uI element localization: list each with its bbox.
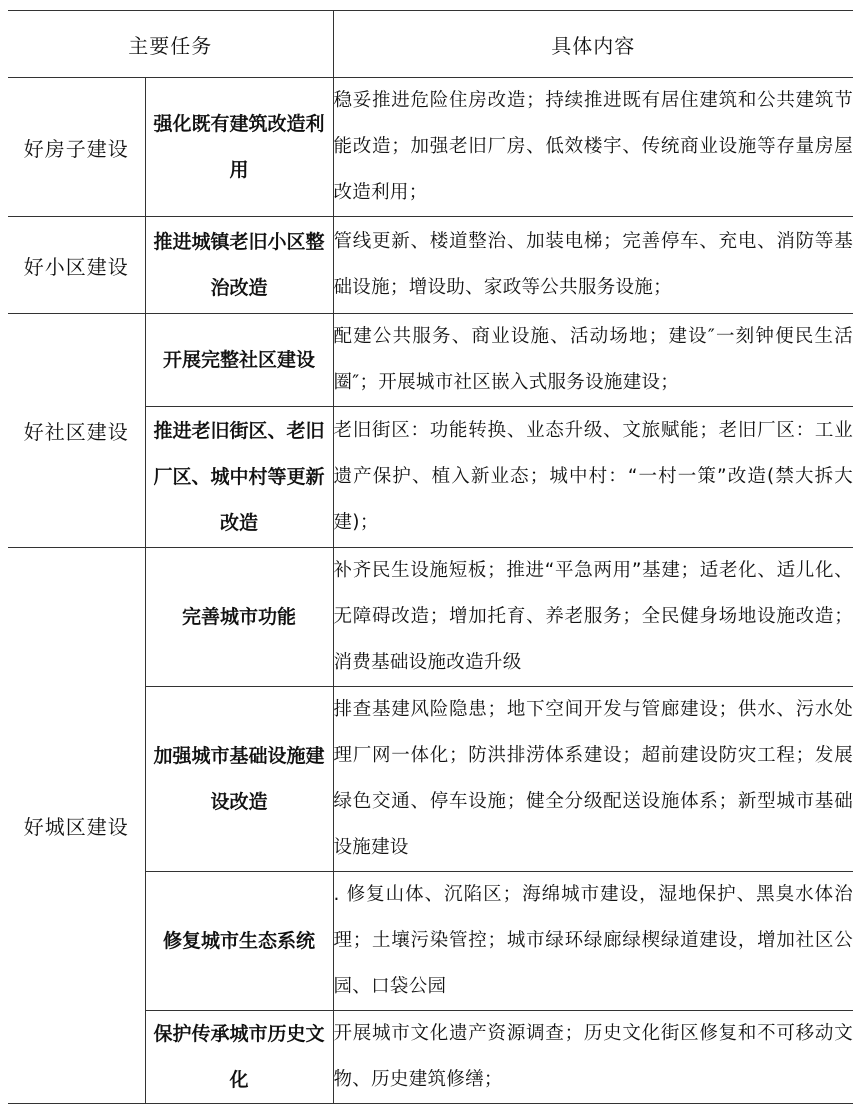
- table-row: [8, 314, 853, 407]
- content-cell: 开展城市文化遗产资源调查；历史文化街区修复和不可移动文物、历史建筑修缮；: [333, 1011, 853, 1104]
- task-cell: 开展完整社区建设: [145, 314, 333, 407]
- category-good-urban-district: 好城区建设: [8, 548, 145, 1104]
- category-good-housing: 好房子建设: [8, 78, 145, 217]
- task-cell: 保护传承城市历史文化: [145, 1011, 333, 1104]
- content-cell: 排查基建风险隐患；地下空间开发与管廊建设；供水、污水处理厂网一体化；防洪排涝体系建设；超前建设防灾工程；发展绿色交通、停车设施；健全分级配送设施体系；新型城市基础设施建设: [333, 687, 853, 872]
- task-cell: 推进城镇老旧小区整治改造: [145, 217, 333, 314]
- content-cell: . 修复山体、沉陷区；海绵城市建设，湿地保护、黑臭水体治理；土壤污染管控；城市绿环绿廊绿楔绿道建设，增加社区公园、口袋公园: [333, 872, 853, 1011]
- content-cell: 稳妥推进危险住房改造；持续推进既有居住建筑和公共建筑节能改造；加强老旧厂房、低效楼宇、传统商业设施等存量房屋改造利用；: [333, 78, 853, 217]
- task-cell: 强化既有建筑改造利用: [145, 78, 333, 217]
- table-row: [8, 548, 853, 687]
- content-cell: 补齐民生设施短板；推进“平急两用”基建；适老化、适儿化、无障碍改造；增加托育、养老服务；全民健身场地设施改造；消费基础设施改造升级: [333, 548, 853, 687]
- header-row: [8, 11, 853, 78]
- table-row: [8, 217, 853, 314]
- task-cell: 推进老旧街区、老旧厂区、城中村等更新改造: [145, 407, 333, 548]
- content-cell: 老旧街区：功能转换、业态升级、文旅赋能；老旧厂区：工业遗产保护、植入新业态；城中村：“一村一策”改造(禁大拆大建)；: [333, 407, 853, 548]
- table-row: [8, 78, 853, 217]
- content-cell: 配建公共服务、商业设施、活动场地；建设″一刻钟便民生活圈″；开展城市社区嵌入式服务设施建设；: [333, 314, 853, 407]
- task-cell: 加强城市基础设施建设改造: [145, 687, 333, 872]
- task-table-frame: [8, 10, 853, 1104]
- task-cell: 完善城市功能: [145, 548, 333, 687]
- category-good-neighborhood: 好社区建设: [8, 314, 145, 548]
- header-main-task: 主要任务: [8, 11, 333, 78]
- header-content: 具体内容: [333, 11, 853, 78]
- category-good-community-estate: 好小区建设: [8, 217, 145, 314]
- task-table: [8, 10, 853, 1104]
- task-cell: 修复城市生态系统: [145, 872, 333, 1011]
- content-cell: 管线更新、楼道整治、加装电梯；完善停车、充电、消防等基础设施；增设助、家政等公共服务设施；: [333, 217, 853, 314]
